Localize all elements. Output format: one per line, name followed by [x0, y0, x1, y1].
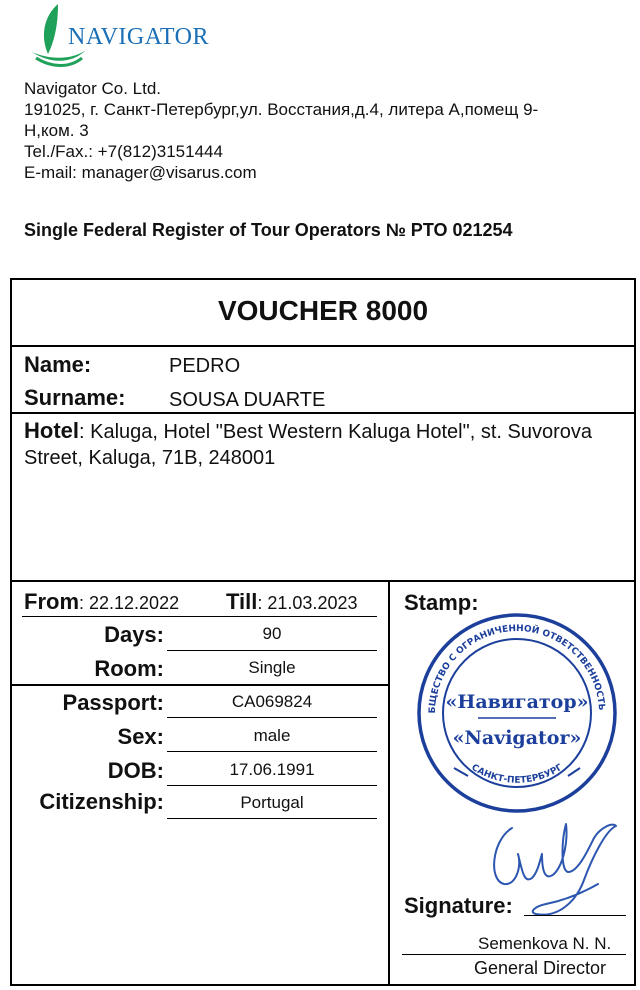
column-divider [388, 580, 390, 986]
email: E-mail: manager@visarus.com [24, 163, 257, 182]
surname-value: SOUSA DUARTE [169, 389, 326, 411]
svg-text:«Навигатор»: «Навигатор» [445, 691, 589, 713]
name-value: PEDRO [169, 355, 241, 377]
signatory-position: General Director [474, 958, 607, 978]
sex-label: Sex: [117, 724, 164, 749]
days-value: 90 [262, 624, 282, 643]
till-label: Till [226, 589, 258, 614]
underline [167, 717, 377, 718]
company-logo [28, 2, 248, 72]
phone: Tel./Fax.: +7(812)3151444 [24, 142, 223, 161]
underline [402, 954, 626, 955]
svg-text:САНКТ-ПЕТЕРБУРГ: САНКТ-ПЕТЕРБУРГ [469, 762, 565, 786]
citizenship-value: Portugal [240, 793, 304, 812]
voucher-title: VOUCHER 8000 [217, 295, 429, 326]
company-address-block [24, 78, 614, 183]
from-value: : 22.12.2022 [79, 593, 180, 613]
stamp-seal-icon [408, 608, 626, 828]
till-field [226, 589, 357, 615]
underline [167, 785, 377, 786]
citizenship-label: Citizenship: [39, 789, 164, 814]
company-stamp [408, 608, 626, 828]
divider [10, 684, 388, 686]
from-label: From [24, 589, 79, 614]
name-label: Name: [24, 352, 92, 377]
divider [10, 412, 636, 414]
address-line-2: Н,ком. 3 [24, 121, 89, 140]
logo-wordmark: NAVIGATOR [68, 24, 209, 50]
register-number: Single Federal Register of Tour Operators № PTO 021254 [24, 220, 513, 240]
underline [167, 751, 377, 752]
svg-text:ОБЩЕСТВО С ОГРАНИЧЕННОЙ ОТВЕТС: БЩЕСТВО С ОГРАНИЧЕННОЙ ОТВЕТСТВЕННОСТЬ [427, 623, 607, 714]
divider [10, 580, 636, 582]
dob-label: DOB: [107, 758, 164, 783]
signature-label: Signature: [404, 893, 513, 918]
underline [167, 650, 377, 651]
signatory-name: Semenkova N. N. [478, 934, 612, 953]
room-value: Single [248, 658, 296, 677]
underline [22, 616, 377, 617]
address-line-1: 191025, г. Санкт-Петербург,ул. Восстания,д.4, литера А,помещ 9- [24, 100, 539, 119]
room-label: Room: [94, 656, 164, 681]
signature-line [524, 915, 626, 916]
from-field [24, 589, 179, 615]
company-name: Navigator Co. Ltd. [24, 79, 162, 98]
svg-text:«Navigator»: «Navigator» [452, 727, 582, 749]
hotel-label: Hotel [24, 418, 79, 443]
passport-value: CA069824 [231, 692, 313, 711]
underline [167, 818, 377, 819]
passport-label: Passport: [62, 690, 164, 715]
days-label: Days: [104, 622, 164, 647]
dob-value: 17.06.1991 [229, 760, 315, 779]
hotel-info [24, 418, 614, 471]
till-value: : 21.03.2023 [257, 593, 358, 613]
stamp-label: Stamp: [404, 590, 479, 615]
hotel-value: : Kaluga, Hotel "Best Western Kaluga Hotel", st. Suvorova Street, Kaluga, 71B, 248001 [24, 421, 592, 469]
divider [10, 345, 636, 347]
surname-label: Surname: [24, 385, 126, 410]
sex-value: male [253, 726, 291, 745]
